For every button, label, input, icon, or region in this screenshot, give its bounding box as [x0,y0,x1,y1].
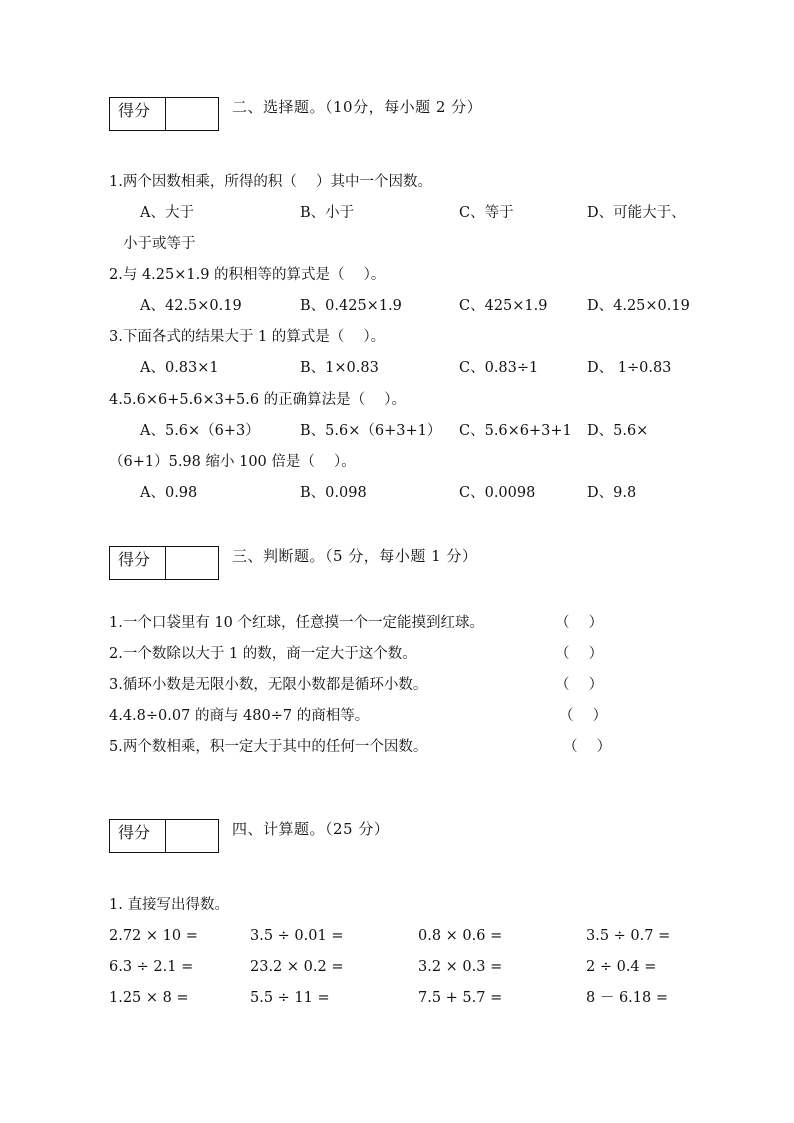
option-c: C、425×1.9 [459,298,548,314]
option-b: B、0.425×1.9 [300,298,402,314]
calc-expression: 7.5 + 5.7 = [418,990,503,1006]
option-d: D、 1÷0.83 [587,360,672,376]
calc-expression: 2.72 × 10 = [109,928,198,944]
judge-statement: 1.一个口袋里有 10 个红球，任意摸一个一定能摸到红球。 [109,615,485,631]
question-stem: 1.两个因数相乘，所得的积（ ）其中一个因数。 [109,174,432,190]
section-title-calc: 四、计算题。（25 分） [232,820,390,838]
answer-parentheses[interactable]: （ ） [555,646,604,662]
calc-expression: 6.3 ÷ 2.1 = [109,959,194,975]
section-title-choice: 二、选择题。（10分，每小题 2 分） [232,98,483,116]
option-d: D、可能大于、 [587,205,686,221]
answer-parentheses[interactable]: （ ） [555,677,604,693]
answer-parentheses[interactable]: （ ） [563,739,612,755]
calc-subheading: 1. 直接写出得数。 [109,897,229,913]
option-b: B、5.6×（6+3+1） [300,423,442,439]
score-label: 得分 [110,547,166,579]
score-label: 得分 [110,98,166,130]
option-c: C、等于 [459,205,514,221]
option-a: A、大于 [140,205,194,221]
question-stem: 3.下面各式的结果大于 1 的算式是（ ）。 [109,329,386,345]
question-stem-continued: （6+1）5.98 缩小 100 倍是（ ）。 [109,454,356,470]
option-d: D、5.6× [587,423,649,439]
option-d: D、9.8 [587,485,637,501]
question-stem: 4.5.6×6+5.6×3+5.6 的正确算法是（ ）。 [109,392,407,408]
judge-statement: 3.循环小数是无限小数，无限小数都是循环小数。 [109,677,428,693]
option-b: B、1×0.83 [300,360,379,376]
option-a: A、42.5×0.19 [140,298,242,314]
score-entry-cell[interactable] [166,820,218,852]
calc-expression: 23.2 × 0.2 = [250,959,344,975]
judge-statement: 4.4.8÷0.07 的商与 480÷7 的商相等。 [109,708,370,724]
judge-statement: 2.一个数除以大于 1 的数，商一定大于这个数。 [109,646,417,662]
calc-expression: 3.2 × 0.3 = [418,959,503,975]
option-a: A、0.98 [140,485,198,501]
option-d: D、4.25×0.19 [587,298,690,314]
score-entry-cell[interactable] [166,98,218,130]
answer-parentheses[interactable]: （ ） [559,708,608,724]
option-c: C、5.6×6+3+1 [459,423,572,439]
score-box-judge [109,546,219,580]
calc-expression: 2 ÷ 0.4 = [586,959,657,975]
option-a: A、0.83×1 [140,360,219,376]
option-d-continued: 小于或等于 [123,236,196,252]
calc-expression: 0.8 × 0.6 = [418,928,503,944]
calc-expression: 8 － 6.18 = [586,990,668,1006]
calc-expression: 3.5 ÷ 0.7 = [586,928,671,944]
calc-expression: 3.5 ÷ 0.01 = [250,928,344,944]
option-b: B、0.098 [300,485,367,501]
score-box-calc [109,819,219,853]
option-b: B、小于 [300,205,355,221]
option-a: A、5.6×（6+3） [140,423,260,439]
score-entry-cell[interactable] [166,547,218,579]
calc-expression: 5.5 ÷ 11 = [250,990,330,1006]
option-c: C、0.0098 [459,485,536,501]
option-c: C、0.83÷1 [459,360,539,376]
question-stem: 2.与 4.25×1.9 的积相等的算式是（ ）。 [109,267,386,283]
score-box-choice [109,97,219,131]
judge-statement: 5.两个数相乘，积一定大于其中的任何一个因数。 [109,739,428,755]
score-label: 得分 [110,820,166,852]
section-title-judge: 三、判断题。（5 分，每小题 1 分） [232,547,478,565]
calc-expression: 1.25 × 8 = [109,990,189,1006]
answer-parentheses[interactable]: （ ） [555,615,604,631]
